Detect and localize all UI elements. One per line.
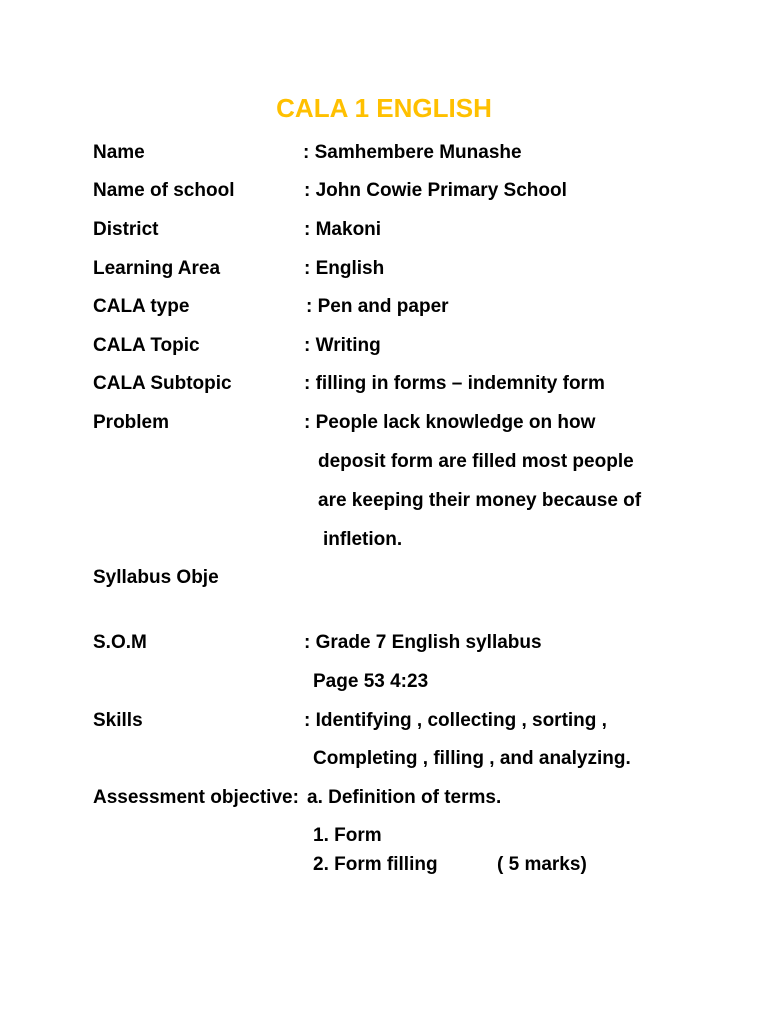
cala-topic-label: CALA Topic	[93, 335, 200, 356]
school-label: Name of school	[93, 180, 235, 201]
skills-line-2: Completing , filling , and analyzing.	[313, 748, 631, 769]
name-value: : Samhembere Munashe	[303, 142, 522, 163]
assessment-value: a. Definition of terms.	[307, 787, 502, 808]
cala-subtopic-label: CALA Subtopic	[93, 373, 232, 394]
problem-label: Problem	[93, 412, 170, 433]
name-label: Name	[93, 142, 145, 163]
district-value: : Makoni	[304, 219, 382, 240]
learning-area-value: : English	[304, 258, 385, 279]
problem-line-2: deposit form are filled most people	[318, 451, 634, 472]
assessment-item-1: 1. Form	[313, 825, 382, 846]
som-line-2: Page 53 4:23	[313, 671, 429, 692]
skills-line-1: : Identifying , collecting , sorting ,	[304, 710, 607, 731]
assessment-item-2: 2. Form filling	[313, 854, 438, 875]
cala-topic-value: : Writing	[304, 335, 381, 356]
skills-label: Skills	[93, 710, 143, 731]
som-line-1: : Grade 7 English syllabus	[304, 632, 542, 653]
document-title: CALA 1 ENGLISH	[276, 93, 492, 123]
som-label: S.O.M	[93, 632, 147, 653]
learning-area-label: Learning Area	[93, 258, 221, 279]
school-value: : John Cowie Primary School	[304, 180, 567, 201]
assessment-marks: ( 5 marks)	[497, 854, 587, 875]
cala-type-value: : Pen and paper	[306, 296, 449, 317]
problem-line-3: are keeping their money because of	[318, 490, 642, 511]
problem-line-4: infletion.	[323, 529, 403, 550]
assessment-label: Assessment objective:	[93, 787, 299, 808]
syllabus-label: Syllabus Obje	[93, 567, 219, 588]
problem-line-1: : People lack knowledge on how	[304, 412, 596, 433]
district-label: District	[93, 219, 159, 240]
cala-type-label: CALA type	[93, 296, 190, 317]
cala-subtopic-value: : filling in forms – indemnity form	[304, 373, 605, 394]
